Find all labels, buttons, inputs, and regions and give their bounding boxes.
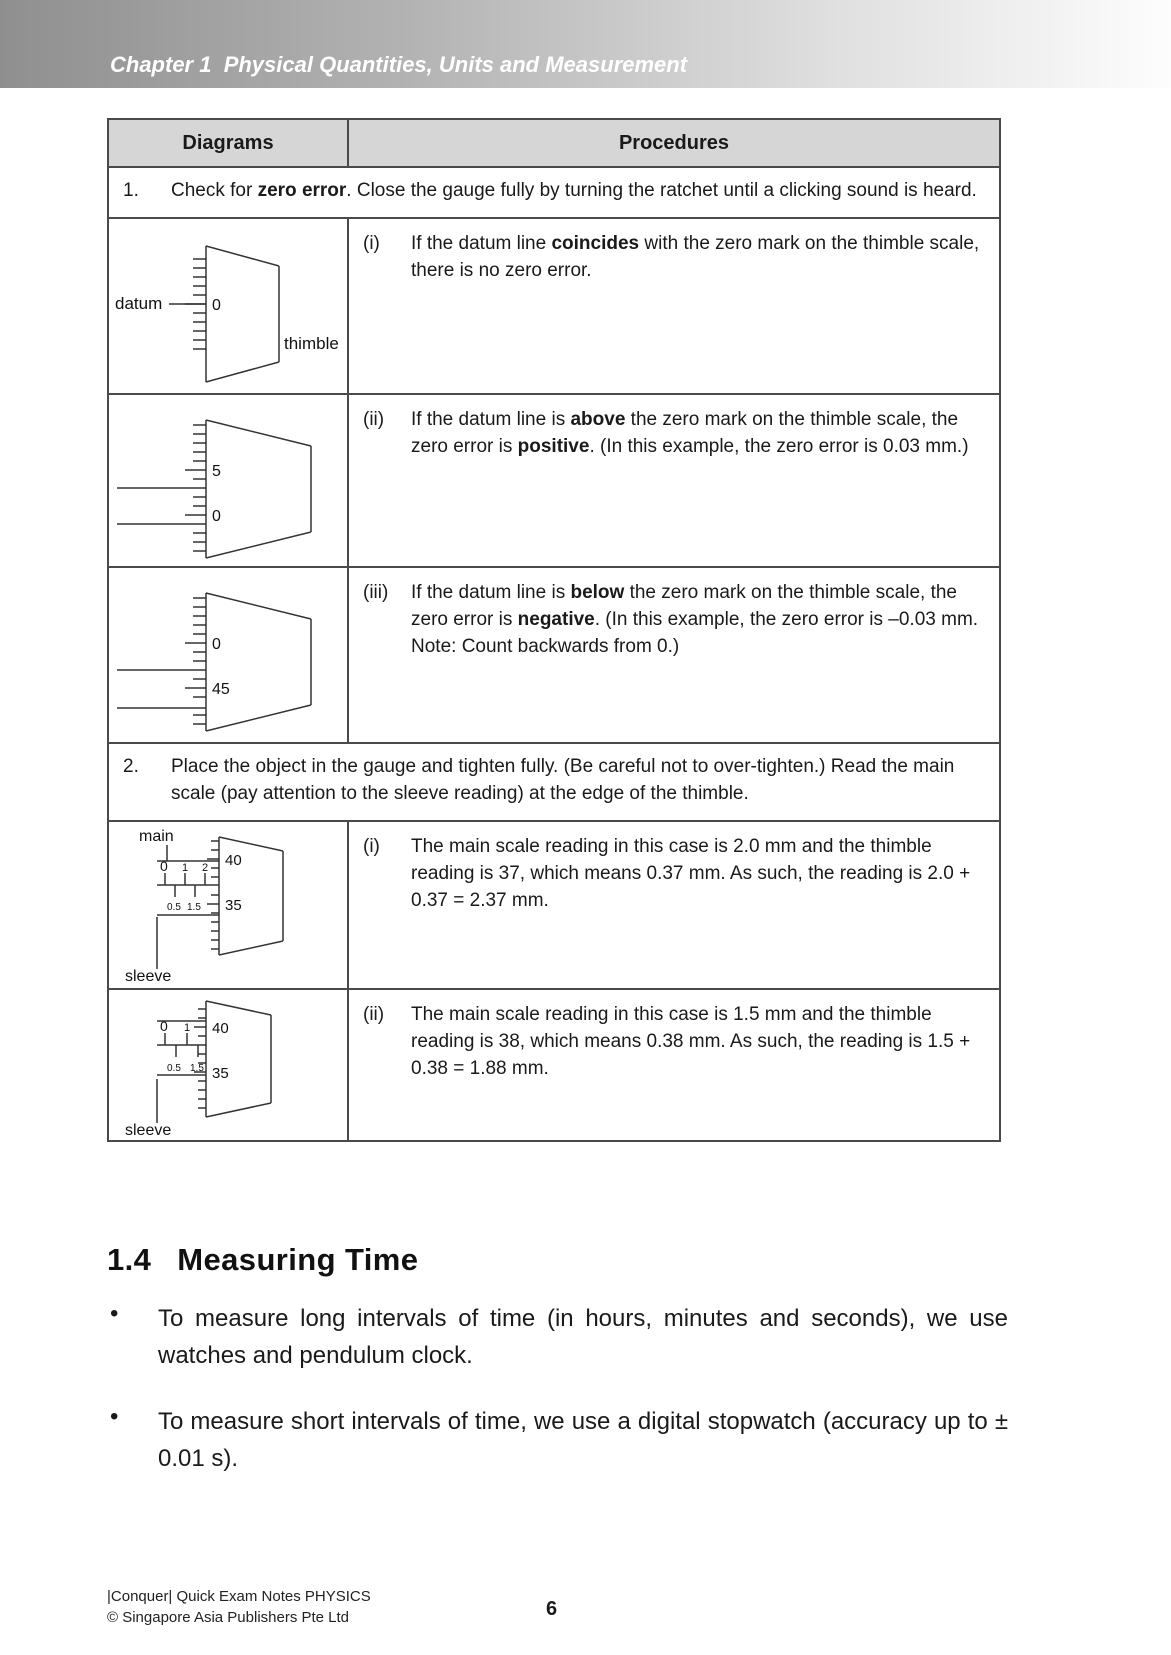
diagram-cell-no-zero-error: [108, 218, 348, 394]
main-scale-half-ticks: [176, 1045, 198, 1057]
procedure-iii-b2: negative: [517, 609, 595, 631]
thimble-outline: [206, 1001, 271, 1117]
procedure-iii-p2: the zero mark on the thimble scale, the zero error is: [411, 582, 957, 631]
half-15-label: 1.5: [189, 1063, 204, 1075]
thimble-35-label: 35: [224, 897, 242, 915]
reading-237-row: [108, 821, 1000, 989]
chapter-title: Chapter 1 Physical Quantities, Units and Measurement: [110, 52, 688, 77]
zero-mark-label: 0: [211, 636, 221, 654]
procedure-ii-b2: positive: [517, 436, 590, 458]
procedure-table: [107, 118, 1001, 1142]
procedure-iii-p1: If the datum line is: [411, 582, 571, 604]
bullet-text-long-intervals: To measure long intervals of time (in hours, minutes and seconds), we use watches and pendulum clock.: [158, 1305, 1008, 1370]
half-05-label: 0.5: [166, 902, 181, 914]
micrometer-reading-237-diagram: [111, 827, 346, 985]
zero-error-none-row: [108, 218, 1000, 394]
item-marker-i: (i): [363, 233, 380, 255]
diagram-labels: [115, 294, 339, 353]
item-marker-main-ii: (ii): [363, 1004, 385, 1026]
step-1-cell: [108, 167, 1000, 218]
diagram-labels: [212, 636, 230, 698]
thimble-label: thimble: [283, 334, 339, 354]
diagrams-header-label: Diagrams: [182, 132, 274, 154]
thimble-scale-ticks: [207, 841, 219, 949]
procedure-cell-i: [348, 218, 1000, 394]
zero-mark-label: 0: [211, 297, 221, 315]
reading-188-row: [108, 989, 1000, 1141]
half-15-label: 1.5: [186, 902, 201, 914]
column-header-diagrams: [108, 119, 348, 167]
footer-publisher-line-1: |Conquer| Quick Exam Notes PHYSICS: [107, 1588, 371, 1605]
five-mark-label: 5: [211, 463, 221, 481]
mm-1-label: 1: [181, 862, 188, 875]
bullet-item-long-intervals: [110, 1300, 1008, 1375]
thimble-scale-ticks: [185, 259, 206, 349]
diagram-lines: [169, 246, 279, 382]
thimble-35-label: 35: [211, 1065, 229, 1083]
procedure-i: [349, 219, 999, 297]
procedure-i-pre: If the datum line: [411, 233, 552, 255]
micrometer-no-zero-error-diagram: [111, 224, 346, 390]
procedure-cell-main-i: [348, 821, 1000, 989]
step-2: [109, 744, 999, 820]
zero-mark-label: 0: [211, 508, 221, 526]
step-1-text: [171, 178, 983, 205]
procedure-iii-p3: . (In this example, the zero error is –0.03 mm. Note: Count backwards from 0.): [411, 609, 979, 658]
bullet-list: [110, 1300, 1008, 1506]
procedures-header-label: Procedures: [618, 132, 730, 154]
procedure-main-i-text: The main scale reading in this case is 2.0 mm and the thimble reading is 37, which means 0.37 mm. As such, the reading is 2.0 + 0.37 = 2.37 mm.: [411, 836, 971, 912]
diagram-labels: [125, 828, 242, 985]
diagram-cell-negative-zero-error: [108, 567, 348, 743]
procedure-ii: [349, 395, 999, 473]
micrometer-negative-zero-error-diagram: [111, 573, 346, 739]
step-1-text-post: . Close the gauge fully by turning the ratchet until a clicking sound is heard.: [346, 180, 977, 202]
procedure-iii-b1: below: [570, 582, 625, 604]
procedure-main-ii-text: The main scale reading in this case is 1.5 mm and the thimble reading is 38, which means 0.38 mm. As such, the reading is 1.5 + 0.38 = 1.88 mm.: [411, 1004, 971, 1080]
step-1-row: [108, 167, 1000, 218]
procedure-ii-p2: the zero mark on the thimble scale, the zero error is: [411, 409, 959, 458]
item-marker-iii: (iii): [363, 582, 389, 604]
chapter-header-band: [0, 0, 1171, 88]
datum-label: datum: [114, 294, 162, 314]
step-1-text-pre: Check for: [171, 180, 258, 202]
procedure-i-post: with the zero mark on the thimble scale, there is no zero error.: [411, 233, 980, 282]
step-1: [109, 168, 999, 217]
diagram-cell-reading-237: [108, 821, 348, 989]
step-2-cell: [108, 743, 1000, 821]
section-title: Measuring Time: [177, 1242, 419, 1277]
thimble-40-label: 40: [224, 852, 242, 870]
step-2-number: 2.: [123, 756, 139, 778]
main-scale-half-ticks: [175, 885, 195, 897]
diagram-lines: [117, 593, 311, 731]
diagram-labels: [125, 1018, 229, 1137]
mm-0-label: 0: [159, 858, 168, 875]
bullet-marker: •: [110, 1300, 119, 1327]
diagram-cell-positive-zero-error: [108, 394, 348, 567]
procedure-cell-ii: [348, 394, 1000, 567]
fortyfive-mark-label: 45: [211, 681, 230, 699]
item-marker-main-i: (i): [363, 836, 380, 858]
step-2-row: [108, 743, 1000, 821]
procedure-ii-p3: . (In this example, the zero error is 0.03 mm.): [589, 436, 969, 458]
diagram-cell-reading-188: [108, 989, 348, 1141]
thimble-outline: [206, 246, 279, 382]
bullet-text-short-intervals: To measure short intervals of time, we use a digital stopwatch (accuracy up to ± 0.01 s).: [158, 1407, 1008, 1473]
procedure-i-text: [411, 231, 983, 285]
procedure-ii-p1: If the datum line is: [411, 409, 571, 431]
mm-2-label: 2: [201, 862, 208, 875]
micrometer-reading-188-diagram: [111, 995, 346, 1137]
procedure-ii-b1: above: [570, 409, 626, 431]
page-number: 6: [546, 1598, 558, 1620]
table-header-row: [108, 119, 1000, 167]
diagram-lines: [117, 420, 311, 558]
bullet-marker: •: [110, 1402, 119, 1430]
procedure-i-bold: coincides: [551, 233, 640, 255]
main-scale-mm-ticks: [165, 873, 205, 885]
footer: [107, 1586, 371, 1628]
thimble-scale-ticks: [194, 1009, 206, 1108]
step-1-text-bold: zero error: [257, 180, 347, 202]
step-2-text: Place the object in the gauge and tighten fully. (Be careful not to over-tighten.) Read the main scale (pay attention to the sleeve reading) at the edge of the thimble.: [171, 756, 955, 805]
section-heading: [107, 1242, 418, 1278]
zero-error-positive-row: [108, 394, 1000, 567]
thimble-outline: [206, 593, 311, 731]
sleeve-label: sleeve: [124, 968, 171, 986]
thimble-outline: [206, 420, 311, 558]
step-1-number: 1.: [123, 180, 139, 202]
item-marker-ii: (ii): [363, 409, 385, 431]
main-label: main: [138, 828, 174, 846]
micrometer-positive-zero-error-diagram: [111, 400, 346, 566]
procedure-main-ii: [349, 990, 999, 1095]
thimble-40-label: 40: [211, 1020, 229, 1038]
sleeve-label: sleeve: [124, 1122, 171, 1138]
procedure-iii-text: [411, 580, 983, 661]
procedure-ii-text: [411, 407, 983, 461]
procedure-cell-main-ii: [348, 989, 1000, 1141]
thimble-scale-ticks: [185, 598, 206, 724]
diagram-labels: [212, 463, 221, 525]
zero-error-negative-row: [108, 567, 1000, 743]
main-scale-mm-ticks: [165, 1033, 187, 1045]
procedure-iii: [349, 568, 999, 673]
procedure-main-i: [349, 822, 999, 927]
procedure-cell-iii: [348, 567, 1000, 743]
mm-1-label: 1: [183, 1022, 190, 1035]
footer-publisher-line-2: © Singapore Asia Publishers Pte Ltd: [107, 1609, 350, 1626]
mm-0-label: 0: [159, 1018, 168, 1035]
section-number: 1.4: [107, 1242, 152, 1277]
column-header-procedures: [348, 119, 1000, 167]
half-05-label: 0.5: [166, 1063, 181, 1075]
bullet-item-short-intervals: [110, 1403, 1008, 1478]
